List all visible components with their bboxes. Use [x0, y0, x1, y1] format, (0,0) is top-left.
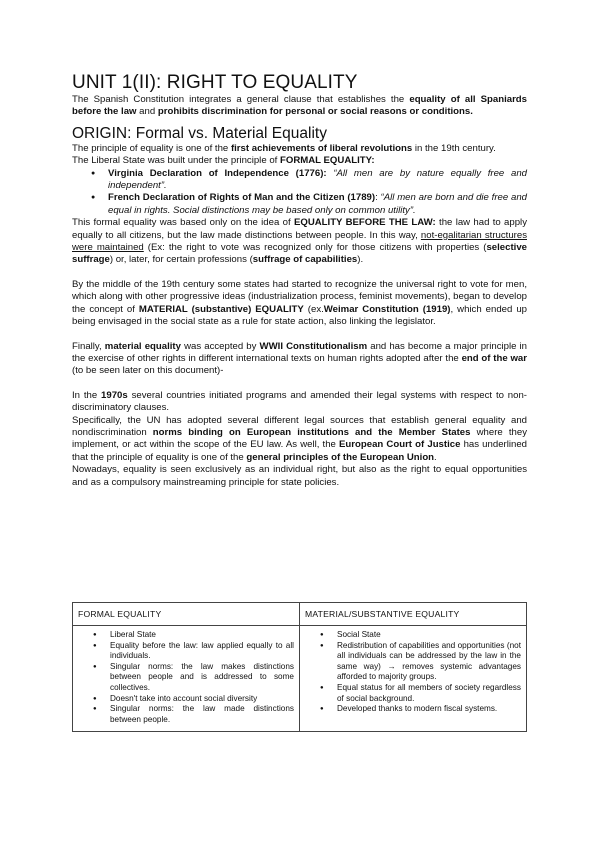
document-page: [72, 72, 528, 724]
comparison-table: [72, 602, 527, 732]
table-header-material: MATERIAL/SUBSTANTIVE EQUALITY: [300, 603, 527, 626]
list-item: ● French Declaration of Rights of Man and the Citizen (1789): “All men are born and die free and equal in rights. Social distinctions may be based only on common utility”.: [108, 192, 527, 217]
table-row: [73, 626, 527, 732]
list-item: ● Social State: [337, 630, 521, 641]
list-item: ● Equality before the law: law applied equally to all individuals.: [110, 641, 294, 662]
material-equality-list: [305, 630, 521, 715]
list-item: ● Liberal State: [110, 630, 294, 641]
table-cell-formal: [73, 626, 300, 732]
material-equality-paragraph: By the middle of the 19th century some states had started to recognize the universal right to vote for men, which along with other progressive ideas (industrialization process, feminist movements), began to develop the concept of MATERIAL (substantive) EQUALITY (ex.Weimar Constitution (1919), which ended up being envisaged in the social state as a rule for state action, also linking the legislator.: [72, 278, 528, 328]
un-paragraph: Specifically, the UN has adopted several different legal sources that establish general equality and nondiscrimination norms binding on European institutions and the Member States where they implement, or act within the scope of the EU law. As well, the European Court of Justice has underlined that the principle of equality is one of the general principles of the European Union.: [72, 414, 527, 463]
document-title: UNIT 1(II): RIGHT TO EQUALITY: [72, 72, 358, 93]
liberal-state-paragraph: The Liberal State was built under the principle of FORMAL EQUALITY:: [72, 155, 375, 167]
formal-equality-list: [78, 630, 294, 725]
section-heading-origin: ORIGIN: Formal vs. Material Equality: [72, 124, 327, 142]
list-item: ● Equal status for all members of society regardless of social background.: [337, 683, 521, 704]
list-item: ● Singular norms: the law made distinctions between people.: [110, 704, 294, 725]
list-item: ● Redistribution of capabilities and opportunities (not all individuals can be addressed by the law in the same way) → removes systemic advantages afforded to majority groups.: [337, 641, 521, 683]
finally-paragraph: Finally, material equality was accepted by WWII Constitutionalism and has become a major principle in the exercise of other rights in different international texts on human rights adopted after the end of the war (to be seen later on this document)-: [72, 340, 528, 377]
origin-paragraph: The principle of equality is one of the first achievements of liberal revolutions in the 19th century.: [72, 142, 496, 154]
list-item: ● Singular norms: the law makes distinctions between people and is addressed to some collectives.: [110, 662, 294, 694]
intro-paragraph: The Spanish Constitution integrates a general clause that establishes the equality of all Spaniards before the law and prohibits discrimination for personal or social reasons or conditions.: [72, 94, 528, 118]
list-item: ● Doesn't take into account social diversity: [110, 694, 294, 705]
declarations-list: [72, 168, 527, 218]
seventies-paragraph: In the 1970s several countries initiated programs and amended their legal systems with respect to non-discriminatory clauses.: [72, 389, 527, 414]
nowadays-paragraph: Nowadays, equality is seen exclusively as an individual right, but also as the right to equal opportunities and as a compulsory mainstreaming principle for state policies.: [72, 464, 527, 488]
table-cell-material: [300, 626, 527, 732]
table-header-formal: FORMAL EQUALITY: [73, 603, 300, 626]
formal-equality-paragraph: This formal equality was based only on the idea of EQUALITY BEFORE THE LAW: the law had to apply equally to all citizens, but the law made distinctions between people. In this way, not-egalitarian structures were maintained (Ex: the right to vote was recognized only for those citizens with properties (selective suffrage) or, later, for certain professions (suffrage of capabilities).: [72, 217, 527, 266]
list-item: ● Developed thanks to modern fiscal systems.: [337, 704, 521, 715]
list-item: ● Virginia Declaration of Independence (1776): “All men are by nature equally free and independent”.: [108, 168, 527, 193]
table-header-row: [73, 603, 527, 626]
